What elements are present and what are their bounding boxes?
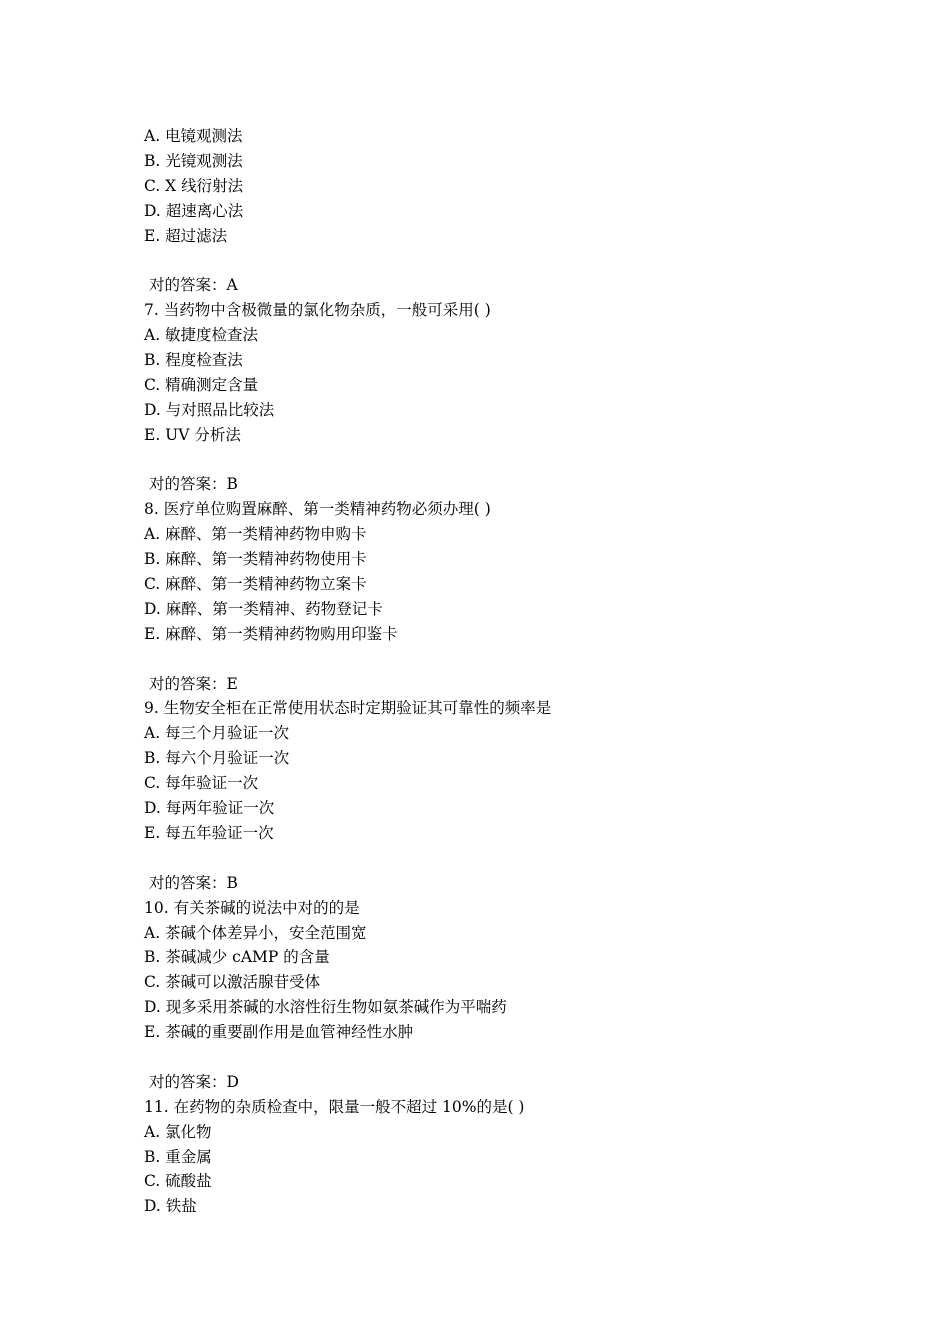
spacer: [144, 448, 844, 473]
answer-line: 对的答案：B: [149, 475, 238, 494]
question-title: 7. 当药物中含极微量的氯化物杂质，一般可采用( ): [144, 301, 491, 320]
spacer: [144, 846, 844, 871]
option-e: E. 超过滤法: [144, 226, 228, 245]
spacer: [144, 647, 844, 672]
option-a: A. 麻醉、第一类精神药物申购卡: [144, 525, 367, 544]
option-c: C. 每年验证一次: [144, 774, 259, 793]
option-a: A. 氯化物: [144, 1122, 212, 1141]
question-title: 8. 医疗单位购置麻醉、第一类精神药物必须办理( ): [144, 500, 491, 519]
option-c: C. 茶碱可以激活腺苷受体: [144, 973, 321, 992]
option-a: A. 每三个月验证一次: [144, 724, 290, 743]
option-a: A. 茶碱个体差异小，安全范围宽: [144, 923, 367, 942]
question-7: [144, 298, 844, 497]
question-9: [144, 696, 844, 895]
answer-line: 对的答案：E: [149, 674, 238, 693]
option-e: E. UV 分析法: [144, 425, 241, 444]
option-c: C. 硫酸盐: [144, 1172, 212, 1191]
option-b: B. 重金属: [144, 1147, 212, 1166]
spacer: [144, 248, 844, 273]
document-page: [144, 124, 844, 1219]
answer-line: 对的答案：D: [149, 1072, 239, 1091]
spacer: [144, 1045, 844, 1070]
option-e: E. 每五年验证一次: [144, 823, 274, 842]
question-title: 11. 在药物的杂质检查中，限量一般不超过 10%的是( ): [144, 1097, 525, 1116]
option-e: E. 麻醉、第一类精神药物购用印鉴卡: [144, 624, 398, 643]
question-11: [144, 1095, 844, 1219]
answer-line: 对的答案：A: [149, 276, 238, 295]
option-e: E. 茶碱的重要副作用是血管神经性水肿: [144, 1023, 414, 1042]
option-b: B. 光镜观测法: [144, 151, 243, 170]
option-d: D. 与对照品比较法: [144, 400, 275, 419]
option-a: A. 电镜观测法: [144, 127, 243, 145]
option-d: D. 每两年验证一次: [144, 799, 275, 818]
option-d: D. 现多采用茶碱的水溶性衍生物如氨茶碱作为平喘药: [144, 998, 507, 1017]
question-title: 10. 有关茶碱的说法中对的的是: [144, 898, 360, 917]
option-c: C. 精确测定含量: [144, 375, 259, 394]
option-b: B. 麻醉、第一类精神药物使用卡: [144, 550, 367, 569]
option-d: D. 超速离心法: [144, 201, 244, 220]
question-10: [144, 896, 844, 1095]
option-d: D. 麻醉、第一类精神、药物登记卡: [144, 599, 383, 618]
question-8: [144, 497, 844, 696]
answer-line: 对的答案：B: [149, 873, 238, 892]
question-6-options: [144, 124, 844, 248]
option-c: C. X 线衍射法: [144, 176, 244, 195]
option-b: B. 茶碱减少 cAMP 的含量: [144, 948, 330, 967]
option-d: D. 铁盐: [144, 1197, 197, 1216]
option-c: C. 麻醉、第一类精神药物立案卡: [144, 575, 367, 594]
option-a: A. 敏捷度检查法: [144, 326, 259, 345]
question-title: 9. 生物安全柜在正常使用状态时定期验证其可靠性的频率是: [144, 699, 552, 718]
option-b: B. 程度检查法: [144, 351, 243, 370]
option-b: B. 每六个月验证一次: [144, 749, 290, 768]
